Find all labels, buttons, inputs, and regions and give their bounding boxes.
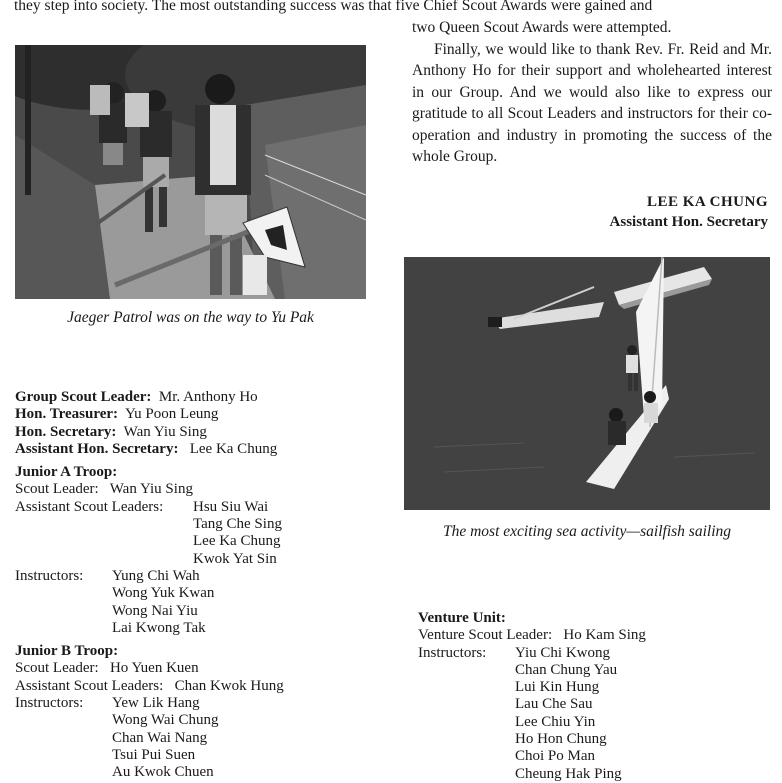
officer-row: [15, 406, 385, 423]
signature-name: LEE KA CHUNG: [646, 194, 768, 210]
instructor-name: Ho Hon Chung: [515, 731, 607, 748]
venture-leader: [418, 627, 778, 644]
venture-leader-name: Ho Kam Sing: [563, 627, 646, 644]
assistant-name: Kwok Yat Sin: [193, 550, 277, 567]
assistants-label: Assistant Scout Leaders:: [15, 498, 164, 515]
junior-a-scout-leader: [15, 481, 385, 498]
signature-title: Assistant Hon. Secretary: [609, 214, 768, 230]
list-item: [15, 747, 385, 764]
officer-label: Hon. Treasurer:: [15, 406, 119, 423]
article-right-column: [412, 17, 772, 168]
assistant-name: Hsu Siu Wai: [193, 498, 269, 515]
officer-value: Lee Ka Chung: [189, 440, 278, 457]
scout-leader-label: Scout Leader:: [15, 660, 99, 677]
scout-leader-label: Scout Leader:: [15, 481, 99, 498]
list-item: [15, 516, 385, 533]
list-item: [418, 748, 778, 765]
signature-block: [610, 192, 768, 232]
instructor-name: Cheung Hak Ping: [515, 765, 622, 782]
officer-row: [15, 389, 385, 406]
instructor-name: Wong Nai Yiu: [112, 602, 198, 619]
list-item: [15, 620, 385, 637]
officer-value: Wan Yiu Sing: [123, 423, 207, 440]
junior-a-instructors: [15, 568, 385, 585]
assistant-name: Lee Ka Chung: [193, 533, 281, 550]
officer-row: [15, 424, 385, 441]
officer-value: Yu Poon Leung: [125, 406, 219, 423]
instructors-label: Instructors:: [418, 644, 487, 661]
officer-value: Mr. Anthony Ho: [158, 389, 258, 405]
instructor-name: Yiu Chi Kwong: [515, 644, 611, 661]
officer-label: Hon. Secretary:: [15, 423, 117, 440]
list-item: [418, 766, 778, 783]
instructor-name: Wong Wai Chung: [112, 712, 219, 729]
instructor-name: Yung Chi Wah: [112, 567, 200, 584]
instructor-name: Wong Yuk Kwan: [112, 585, 215, 602]
officer-label: Group Scout Leader:: [15, 389, 152, 405]
junior-a-title: Junior A Troop:: [15, 464, 118, 481]
sailing-photo-image: [404, 257, 770, 510]
article-thanks-paragraph: Finally, we would like to thank Rev. Fr. Reid and Mr. Anthony Ho for their support and wholehearted interest in our Group. And we would also like to express our gratitude to all Scout Leaders and instructors for their co-operation and industry in promoting the success of the whole Group.: [412, 40, 772, 165]
hiking-photo-image: [15, 45, 366, 299]
sailing-photo: [404, 257, 770, 510]
list-item: [15, 603, 385, 620]
instructor-name: Lai Kwong Tak: [112, 619, 206, 636]
list-item: [15, 730, 385, 747]
venture-title: Venture Unit:: [418, 610, 506, 626]
scout-leader-name: Ho Yuen Kuen: [109, 660, 199, 677]
article-top-line: they step into society. The most outstanding success was that five Chief Scout Awards were gained and: [14, 0, 653, 14]
junior-b-title: Junior B Troop:: [15, 643, 119, 660]
venture-instructors: [418, 645, 778, 662]
assistant-name: Chan Kwok Hung: [174, 677, 284, 694]
junior-b-instructors: [15, 695, 385, 712]
hiking-photo: [15, 45, 366, 299]
junior-a-assistants: [15, 499, 385, 516]
article-continued: two Queen Scout Awards were attempted.: [412, 19, 672, 36]
instructor-name: Au Kwok Chuen: [112, 764, 214, 781]
list-item: [15, 712, 385, 729]
officers-list: [15, 389, 385, 782]
list-item: [418, 731, 778, 748]
scout-leader-name: Wan Yiu Sing: [109, 481, 193, 498]
list-item: [15, 585, 385, 602]
list-item: [418, 696, 778, 713]
officer-label: Assistant Hon. Secretary:: [15, 440, 179, 457]
junior-b-scout-leader: [15, 660, 385, 677]
instructors-label: Instructors:: [15, 695, 84, 712]
instructors-label: Instructors:: [15, 567, 84, 584]
list-item: [15, 764, 385, 781]
venture-leader-label: Venture Scout Leader:: [418, 627, 553, 644]
venture-unit-list: [418, 610, 778, 783]
instructor-name: Yew Lik Hang: [112, 695, 200, 712]
instructor-name: Lui Kin Hung: [515, 679, 600, 696]
instructor-name: Lau Che Sau: [515, 696, 593, 713]
list-item: [15, 551, 385, 568]
sailing-photo-caption: The most exciting sea activity—sailfish sailing: [442, 523, 731, 540]
junior-b-assistants: [15, 678, 385, 695]
assistant-name: Tang Che Sing: [193, 516, 282, 533]
list-item: [15, 533, 385, 550]
list-item: [418, 714, 778, 731]
list-item: [418, 662, 778, 679]
instructor-name: Tsui Pui Suen: [112, 746, 196, 763]
instructor-name: Lee Chiu Yin: [515, 713, 596, 730]
hiking-photo-caption: Jaeger Patrol was on the way to Yu Pak: [67, 309, 314, 326]
instructor-name: Choi Po Man: [515, 748, 596, 765]
officer-row: [15, 441, 385, 458]
list-item: [418, 679, 778, 696]
instructor-name: Chan Chung Yau: [515, 661, 618, 678]
assistants-label: Assistant Scout Leaders:: [15, 677, 164, 694]
instructor-name: Chan Wai Nang: [112, 729, 208, 746]
